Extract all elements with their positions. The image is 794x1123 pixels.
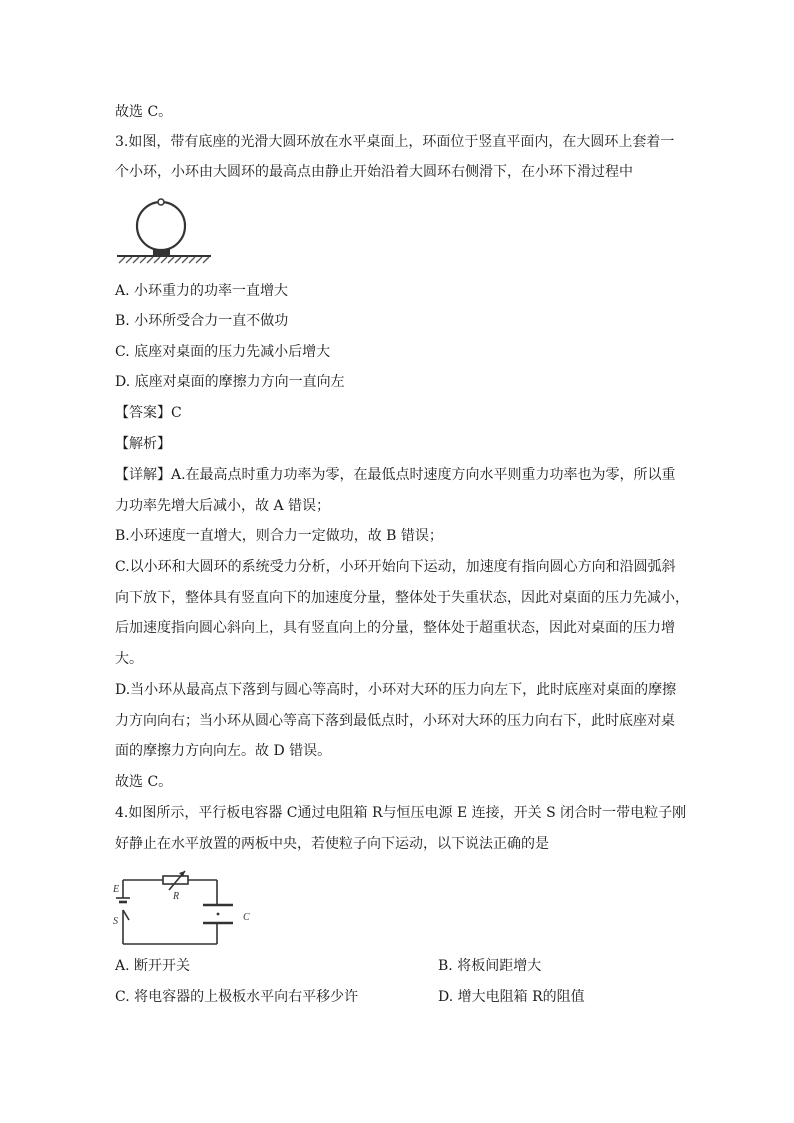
question-3-stem-1: 3.如图，带有底座的光滑大圆环放在水平桌面上，环面位于竖直平面内，在大圆环上套着一 xyxy=(115,134,675,150)
switch-blade xyxy=(123,910,129,920)
answer-line: 【答案】C xyxy=(115,405,182,421)
analysis-heading: 【解析】 xyxy=(115,436,171,452)
label-c: C xyxy=(243,912,250,923)
label-s: S xyxy=(113,916,118,927)
small-ring xyxy=(158,199,164,205)
table-hatching xyxy=(119,257,209,263)
detail-line-3: B.小环速度一直增大，则合力一定做功，故 B 错误； xyxy=(115,528,443,544)
question-3-option-d: D. 底座对桌面的摩擦力方向一直向左 xyxy=(115,374,345,390)
detail-line-4: C.以小环和大圆环的系统受力分析，小环开始向下运动，加速度有指向圆心方向和沿圆弧斜 xyxy=(115,559,676,575)
ring-base xyxy=(153,249,170,255)
detail-line-9: 力方向向右；当小环从圆心等高下落到最低点时，小环对大环的压力向右下，此时底座对桌 xyxy=(115,713,675,729)
question-3-option-a: A. 小环重力的功率一直增大 xyxy=(115,283,289,299)
question-4-option-d: D. 增大电阻箱 R的阻值 xyxy=(438,989,585,1005)
label-e: E xyxy=(113,884,120,895)
large-ring xyxy=(137,202,185,250)
detail-line-6: 后加速度指向圆心斜向上，具有竖直向上的分量，整体处于超重状态，因此对桌面的压力增 xyxy=(115,620,675,636)
question-3-option-c: C. 底座对桌面的压力先减小后增大 xyxy=(115,344,331,360)
detail-line-10: 面的摩擦力方向向左。故 D 错误。 xyxy=(115,743,332,759)
capacitor-circuit-figure xyxy=(113,868,263,950)
ring-on-base-figure xyxy=(115,195,215,267)
line-select-c-2: 故选 C。 xyxy=(115,774,173,790)
detail-line-8: D.当小环从最高点下落到与圆心等高时，小环对大环的压力向左下，此时底座对桌面的摩擦 xyxy=(115,682,677,698)
line-select-c-1: 故选 C。 xyxy=(115,104,173,120)
charged-particle xyxy=(217,913,220,916)
question-4-stem-2: 好静止在水平放置的两板中央，若使粒子向下运动，以下说法正确的是 xyxy=(115,836,549,852)
question-3-stem-2: 个小环，小环由大圆环的最高点由静止开始沿着大圆环右侧滑下，在小环下滑过程中 xyxy=(115,164,633,180)
question-3-option-b: B. 小环所受合力一直不做功 xyxy=(115,313,289,329)
label-r: R xyxy=(173,891,180,902)
detail-line-1: 【详解】A.在最高点时重力功率为零，在最低点时速度方向水平则重力功率也为零，所以重 xyxy=(115,467,676,483)
detail-line-2: 力功率先增大后减小，故 A 错误； xyxy=(115,498,331,514)
detail-line-7: 大。 xyxy=(115,651,143,667)
question-4-option-a: A. 断开开关 xyxy=(115,958,191,974)
question-4-option-b: B. 将板间距增大 xyxy=(438,958,542,974)
detail-line-5: 向下放下，整体具有竖直向下的加速度分量，整体处于失重状态，因此对桌面的压力先减小， xyxy=(115,590,689,606)
question-4-option-c: C. 将电容器的上极板水平向右平移少许 xyxy=(115,989,359,1005)
question-4-stem-1: 4.如图所示，平行板电容器 C通过电阻箱 R与恒压电源 E 连接，开关 S 闭合时一带电粒子刚 xyxy=(115,805,687,821)
